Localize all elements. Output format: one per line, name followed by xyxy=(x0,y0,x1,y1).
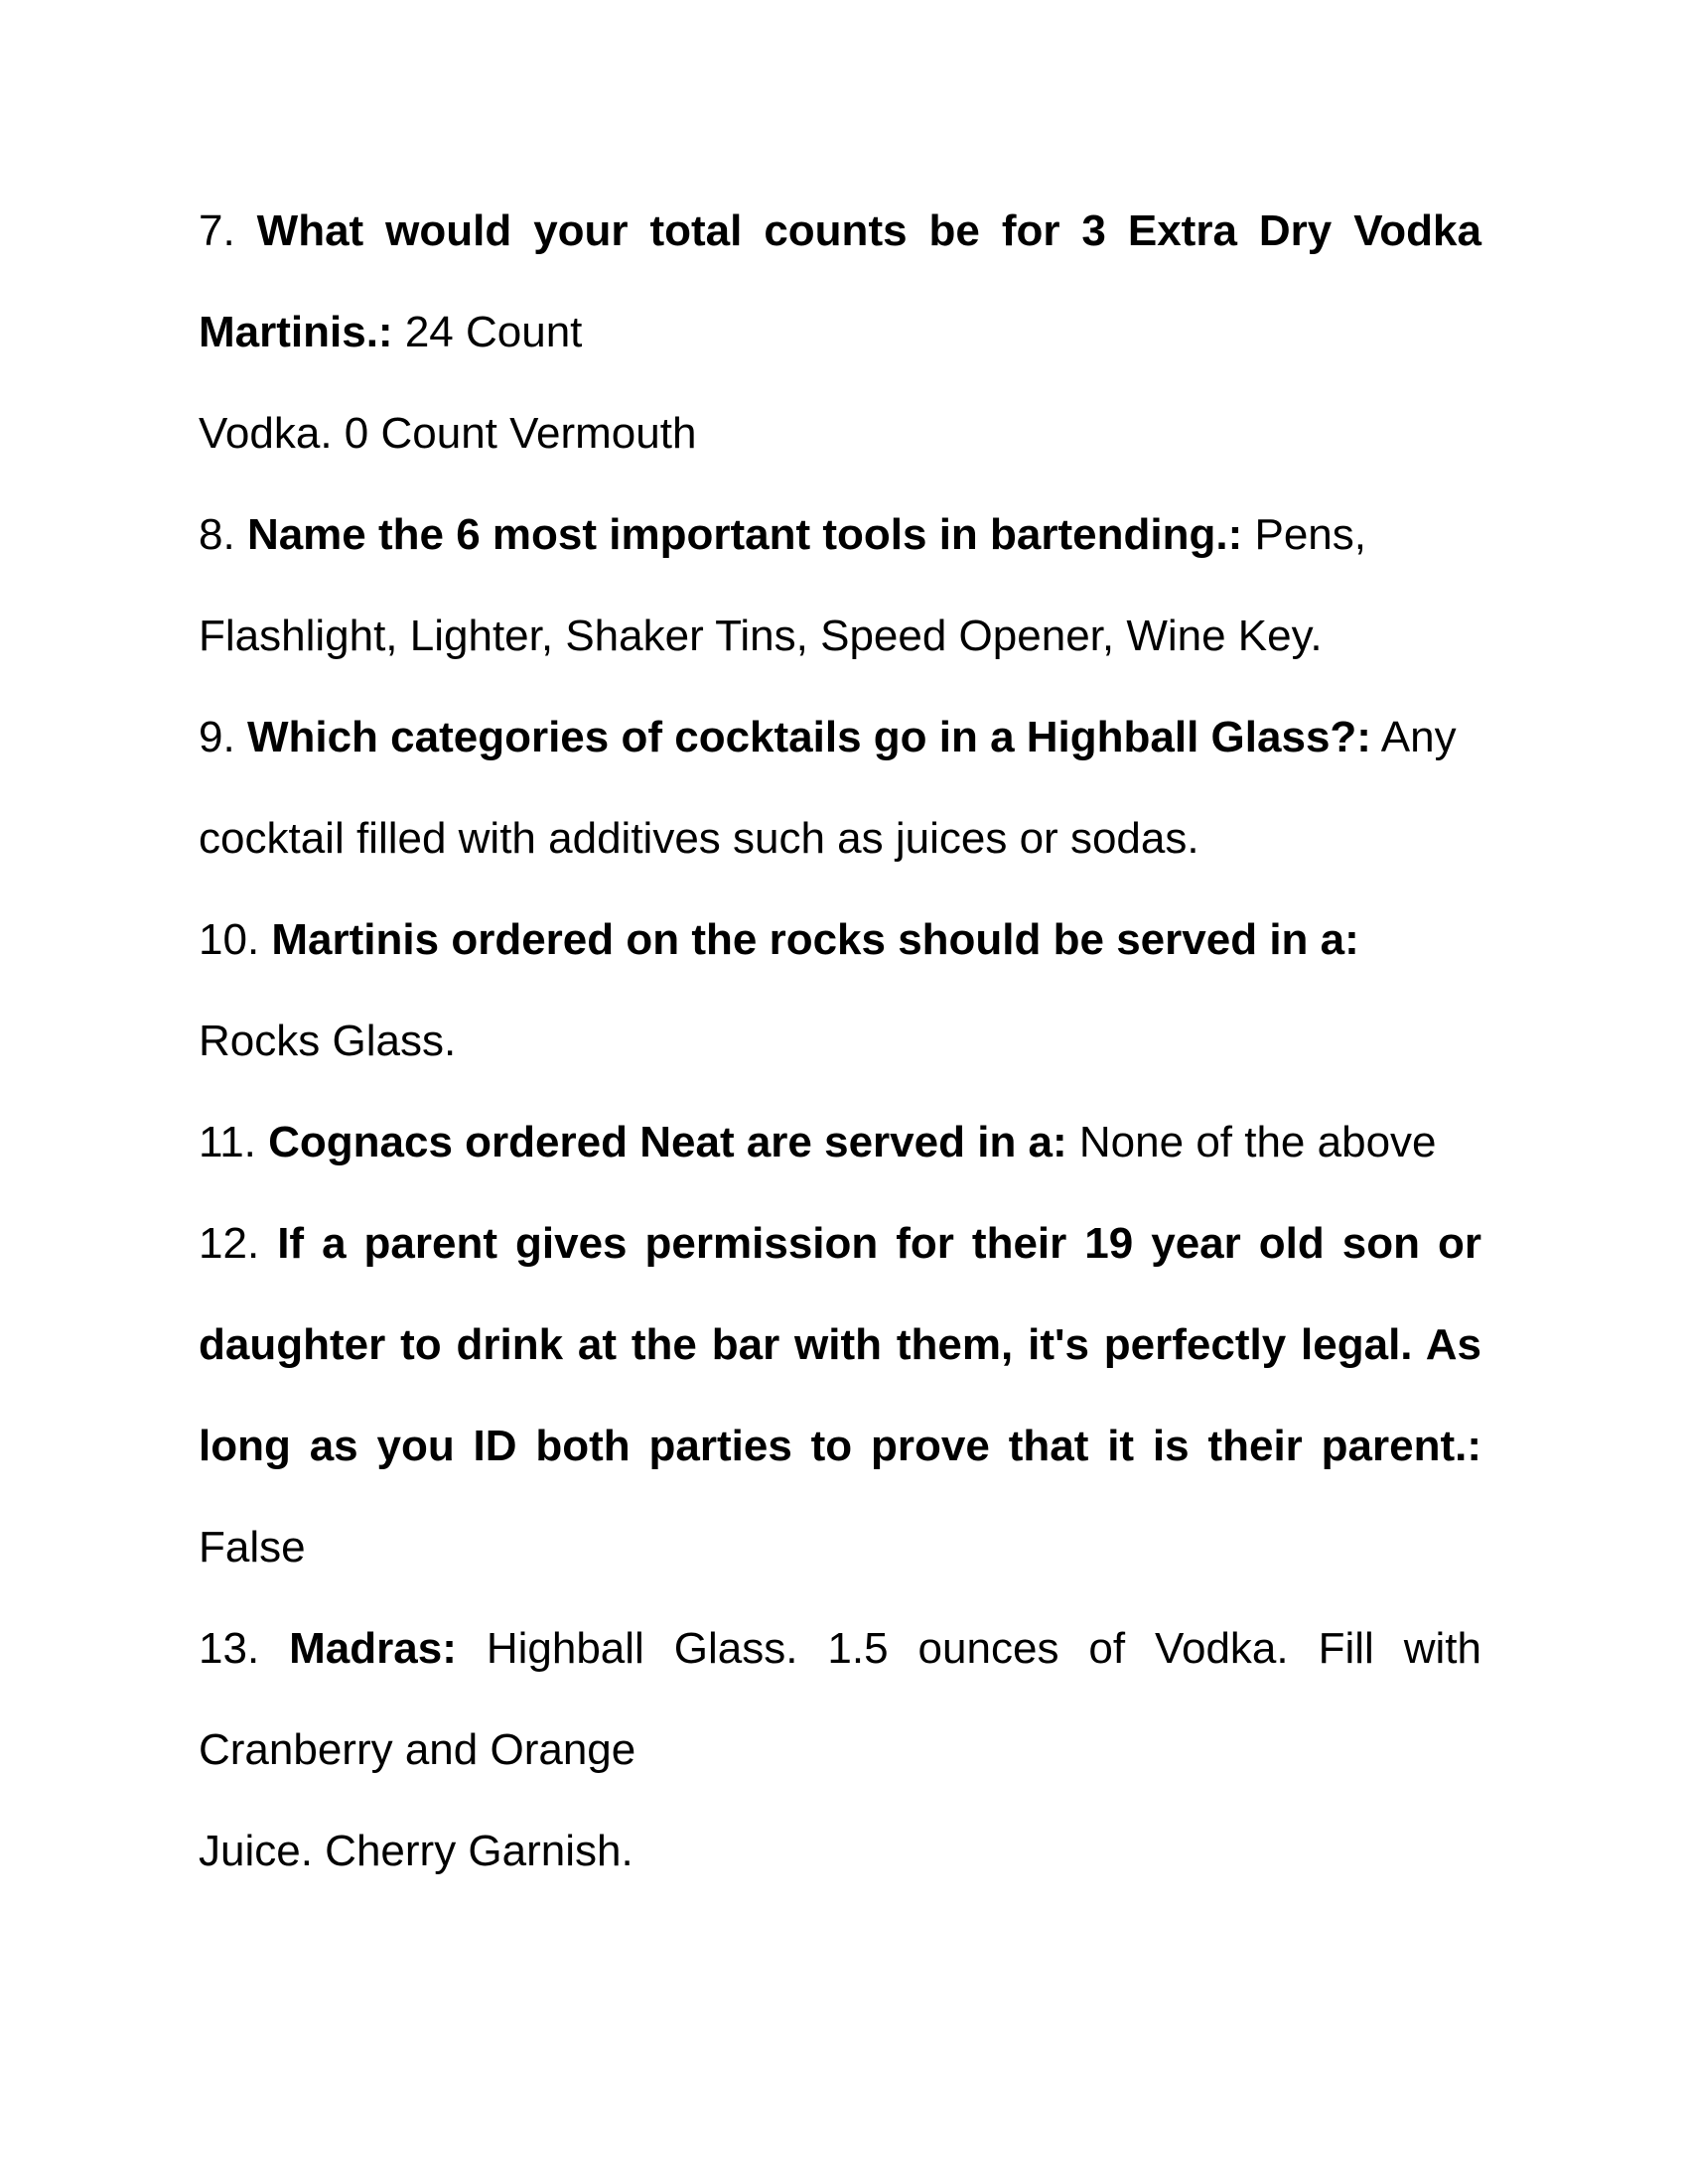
document-page xyxy=(199,181,1481,1902)
question-text: Martinis ordered on the rocks should be served in a: xyxy=(271,915,1359,964)
answer-text: False xyxy=(199,1523,306,1571)
answer-continuation: Juice. Cherry Garnish. xyxy=(199,1827,633,1875)
question-7 xyxy=(199,181,1481,383)
question-10 xyxy=(199,889,1481,1092)
question-number: 7. xyxy=(199,206,235,255)
question-number: 11. xyxy=(199,1118,256,1166)
question-text: If a parent gives permission for their 19 year old son or daughter to drink at the bar with them, it's perfectly legal. As long as you ID both parties to prove that it is their parent.: xyxy=(199,1219,1481,1470)
answer-text: Pens, Flashlight, Lighter, Shaker Tins, Speed Opener, Wine Key. xyxy=(199,510,1366,660)
question-text: Madras: xyxy=(289,1624,457,1673)
question-9 xyxy=(199,687,1481,889)
question-number: 8. xyxy=(199,510,235,559)
question-text: Name the 6 most important tools in bartending.: xyxy=(246,510,1243,559)
answer-text: None of the above xyxy=(1078,1118,1437,1166)
answer-text: Highball Glass. 1.5 ounces of Vodka. Fill with Cranberry and Orange xyxy=(199,1624,1481,1774)
question-8 xyxy=(199,484,1481,687)
question-number: 13. xyxy=(199,1624,260,1673)
question-13 xyxy=(199,1598,1481,1801)
question-text: Cognacs ordered Neat are served in a: xyxy=(268,1118,1067,1166)
question-text: What would your total counts be for 3 Extra Dry Vodka Martinis.: xyxy=(199,206,1481,356)
answer-text: Any cocktail filled with additives such as juices or sodas. xyxy=(199,713,1457,863)
question-text: Which categories of cocktails go in a Highball Glass?: xyxy=(246,713,1371,761)
question-12 xyxy=(199,1193,1481,1598)
question-number: 10. xyxy=(199,915,260,964)
answer-text: Rocks Glass. xyxy=(199,1017,457,1065)
answer-text: 24 Count xyxy=(404,308,583,356)
answer-continuation: Vodka. 0 Count Vermouth xyxy=(199,409,697,458)
question-number: 9. xyxy=(199,713,235,761)
question-number: 12. xyxy=(199,1219,260,1268)
question-11 xyxy=(199,1092,1481,1193)
